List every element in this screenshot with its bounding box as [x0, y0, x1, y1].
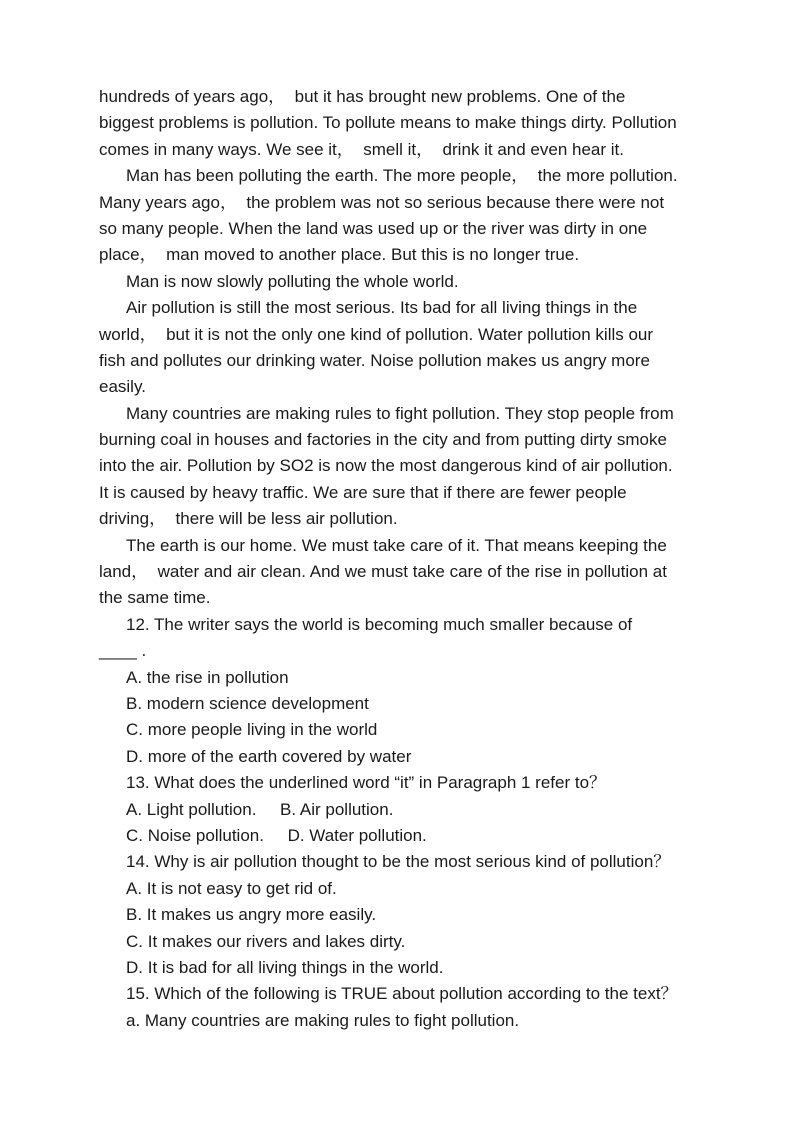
question-12-option-d: D. more of the earth covered by water [126, 746, 412, 766]
question-13-options-ab: A. Light pollution. B. Air pollution. [126, 799, 394, 819]
passage-line: comes in many ways. We see it， smell it， drink it and even hear it. [99, 139, 624, 159]
passage-line: Many countries are making rules to fight pollution. They stop people from [126, 403, 674, 423]
passage-line: land， water and air clean. And we must take care of the rise in pollution at [99, 562, 667, 582]
passage-line: driving， there will be less air pollution. [99, 509, 398, 529]
passage-line: It is caused by heavy traffic. We are sure that if there are fewer people [99, 482, 627, 502]
passage-line: hundreds of years ago， but it has brought new problems. One of the [99, 87, 626, 106]
question-12-blank: ____ . [99, 641, 147, 661]
passage-line: world， but it is not the only one kind of pollution. Water pollution kills our [99, 324, 654, 344]
passage-line: into the air. Pollution by SO2 is now the most dangerous kind of air pollution. [99, 456, 673, 476]
document-page [99, 84, 704, 1034]
question-14-option-b: B. It makes us angry more easily. [126, 905, 377, 925]
passage-line: place， man moved to another place. But this is no longer true. [99, 245, 580, 265]
question-12-stem: 12. The writer says the world is becoming much smaller because of [126, 614, 633, 634]
question-12-option-a: A. the rise in pollution [126, 667, 289, 687]
question-15-option-a: a. Many countries are making rules to fight pollution. [126, 1010, 520, 1030]
question-12-option-c: C. more people living in the world [126, 720, 378, 740]
passage-line: Many years ago， the problem was not so serious because there were not [99, 192, 665, 212]
passage-line: Man is now slowly polluting the whole world. [126, 271, 459, 291]
passage-line: the same time. [99, 588, 211, 608]
question-14-option-d: D. It is bad for all living things in the world. [126, 957, 444, 977]
question-13-options-cd: C. Noise pollution. D. Water pollution. [126, 825, 427, 845]
passage-line: The earth is our home. We must take care of it. That means keeping the [126, 535, 667, 555]
question-14-option-c: C. It makes our rivers and lakes dirty. [126, 931, 406, 951]
question-13-stem: 13. What does the underlined word “it” in Paragraph 1 refer to？ [126, 773, 607, 793]
passage-line: fish and pollutes our drinking water. Noise pollution makes us angry more [99, 350, 650, 370]
question-14-option-a: A. It is not easy to get rid of. [126, 878, 337, 898]
question-14-stem: 14. Why is air pollution thought to be the most serious kind of pollution？ [126, 852, 671, 872]
passage-line: Air pollution is still the most serious. Its bad for all living things in the [126, 298, 638, 318]
passage-line: biggest problems is pollution. To pollute means to make things dirty. Pollution [99, 113, 677, 133]
passage-line: easily. [99, 377, 146, 397]
passage-line: so many people. When the land was used up or the river was dirty in one [99, 218, 648, 238]
passage-line: Man has been polluting the earth. The more people， the more pollution. [126, 166, 678, 186]
question-12-option-b: B. modern science development [126, 693, 369, 713]
question-15-stem: 15. Which of the following is TRUE about pollution according to the text？ [126, 984, 678, 1004]
passage-line: burning coal in houses and factories in the city and from putting dirty smoke [99, 430, 667, 450]
